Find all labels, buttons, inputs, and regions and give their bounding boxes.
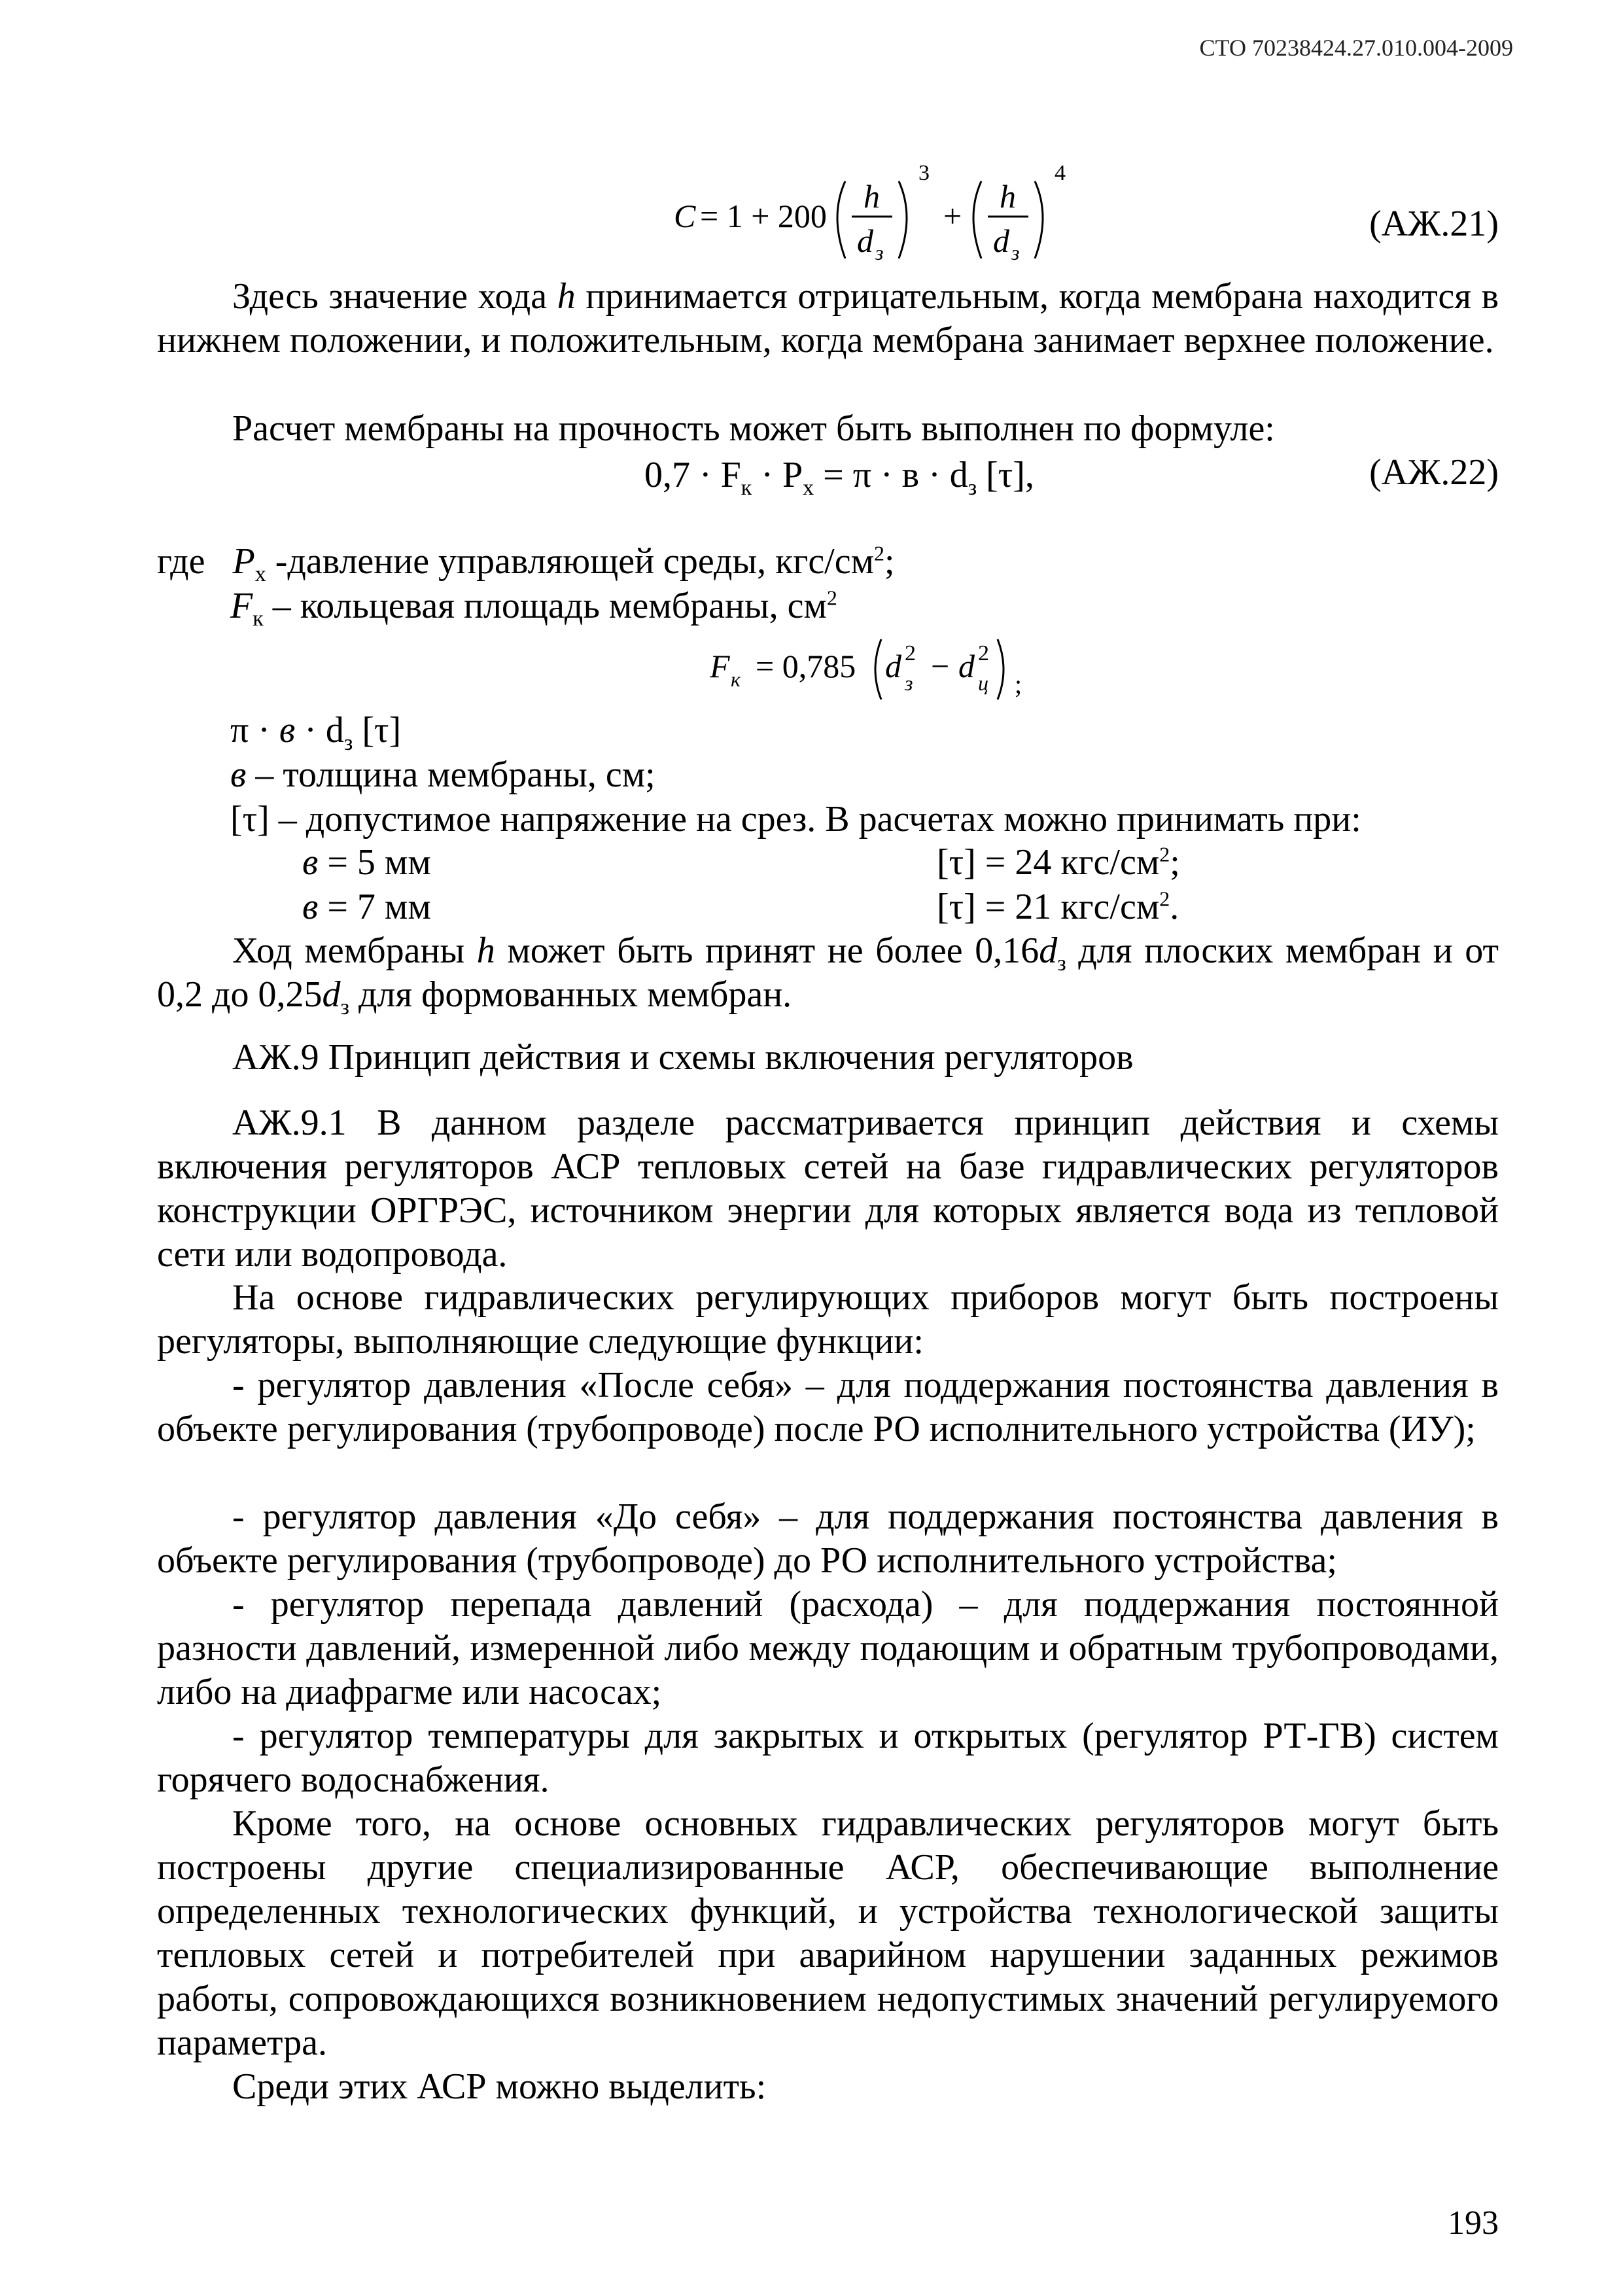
svg-text:;: ;	[1015, 669, 1022, 699]
list-item: - регулятор давления «После себя» – для поддержания постоянства давления в объекте регулирования (трубопроводе) после РО исполнительного устройства (ИУ);	[157, 1365, 1499, 1449]
paragraph-stroke-sign: Здесь значение хода h принимается отрицательным, когда мембрана находится в нижнем положении, и положительным, когда мембрана занимает верхнее положение.	[157, 276, 1499, 361]
paragraph-section-intro: АЖ.9.1 В данном разделе рассматривается принцип действия и схемы включения регуляторов АСР тепловых сетей на базе гидравлических регуляторов конструкции ОРГРЭС, источником энергии для которых является вода из тепловой сети или водопровода.	[157, 1103, 1499, 1275]
definition-thickness: в – толщина мембраны, см;	[230, 754, 655, 795]
list-item: - регулятор перепада давлений (расхода) – для поддержания постоянной разности давлений, измеренной либо между подающим и обратным трубопроводами, либо на диафрагме или насосах;	[157, 1584, 1499, 1712]
definition-tau: [τ] – допустимое напряжение на срез. В расчетах можно принимать при:	[230, 799, 1361, 839]
svg-text:+: +	[943, 198, 962, 234]
svg-text:d: d	[958, 648, 975, 684]
paragraph-specialized-asr: Кроме того, на основе основных гидравлических регуляторов могут быть построены другие специализированные АСР, обеспечивающие выполнение определенных технологических функций, и устройства технологической защиты тепловых сетей и потребителей при аварийном нарушении заданных режимов работы, сопровождающихся возникновением недопустимых значений регулируемого параметра.	[157, 1803, 1499, 2063]
svg-text:= 0,785: = 0,785	[756, 648, 856, 684]
svg-text:h: h	[1000, 178, 1016, 215]
svg-text:ц: ц	[978, 671, 988, 695]
svg-text:к: к	[731, 667, 741, 691]
svg-text:2: 2	[978, 641, 989, 665]
formula-const: = 1 + 200	[700, 198, 827, 234]
row2-stress: [τ] = 21 кгс/$см^2$.	[937, 887, 1179, 927]
equation-number-21: (АЖ.21)	[1369, 203, 1499, 244]
svg-text:d: d	[993, 222, 1009, 259]
formula-azh22: $0,7 \cdot F_к \cdot P_х = \pi \cdot в \cdot d_з$ [τ],	[644, 455, 1034, 501]
definition-px: где $P_х$ -давление управляющей среды, кгс/$см^2$;	[157, 541, 895, 587]
formula-fk	[710, 631, 1076, 703]
svg-text:d: d	[885, 648, 901, 684]
row1-thickness: в = 5 мм	[302, 842, 431, 883]
pi-shear-expression: $\pi \cdot в \cdot d_з$ [τ]	[230, 710, 402, 756]
paragraph-asr-list-intro: Среди этих АСР можно выделить:	[232, 2066, 767, 2107]
svg-text:3: 3	[918, 161, 930, 185]
svg-text:з: з	[905, 671, 913, 695]
svg-text:−: −	[931, 648, 950, 684]
svg-text:4: 4	[1055, 161, 1066, 185]
paragraph-strength-intro: Расчет мембраны на прочность может быть выполнен по формуле:	[232, 408, 1275, 449]
list-item: - регулятор температуры для закрытых и открытых (регулятор РТ-ГВ) систем горячего водоснабжения.	[157, 1716, 1499, 1800]
list-item: - регулятор давления «До себя» – для поддержания постоянства давления в объекте регулирования (трубопроводе) до РО исполнительного устройства;	[157, 1496, 1499, 1581]
definition-fk: $F_к$ – кольцевая площадь мембраны, $см^2$	[230, 586, 837, 631]
svg-text:2: 2	[905, 641, 916, 665]
svg-text:з: з	[875, 241, 884, 264]
page-number: 193	[1448, 2204, 1499, 2242]
formula-c: C	[674, 198, 696, 234]
paragraph-membrane-stroke: Ход мембраны h может быть принят не более $0,16d_з$ для плоских мембран и от 0,2 до $0,25d_з$ для формованных мембран.	[157, 930, 1499, 1020]
row2-thickness: в = 7 мм	[302, 887, 431, 927]
svg-text:d: d	[857, 222, 873, 259]
formula-azh21	[674, 154, 1132, 278]
paragraph-functions-intro: На основе гидравлических регулирующих приборов могут быть построены регуляторы, выполняющие следующие функции:	[157, 1277, 1499, 1362]
svg-text:F: F	[710, 648, 730, 684]
section-title: АЖ.9 Принцип действия и схемы включения регуляторов	[232, 1037, 1134, 1078]
document-code: СТО 70238424.27.010.004-2009	[1199, 35, 1513, 61]
svg-text:з: з	[1011, 241, 1020, 264]
svg-text:h: h	[864, 178, 880, 215]
row1-stress: [τ] = 24 кгс/$см^2$;	[937, 842, 1180, 883]
equation-number-22: (АЖ.22)	[1369, 452, 1499, 493]
